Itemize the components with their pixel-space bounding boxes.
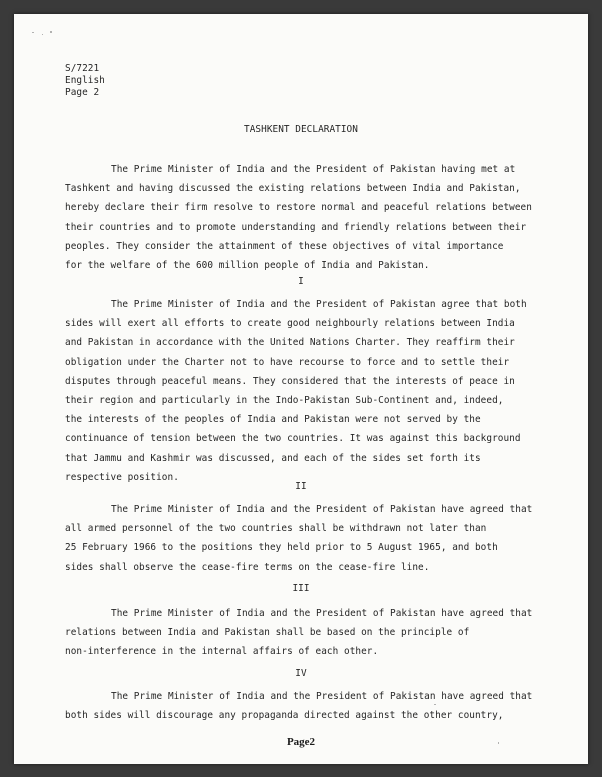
text-line: that Jammu and Kashmir was discussed, and each of the sides set forth its: [65, 452, 481, 464]
text-line: The Prime Minister of India and the President of Pakistan have agreed that: [111, 691, 533, 702]
text-line: hereby declare their firm resolve to restore normal and peaceful relations between: [65, 202, 532, 214]
text-line: respective position.: [65, 471, 179, 483]
text-line: non-interference in the internal affairs of each other.: [65, 646, 379, 658]
text-line: The Prime Minister of India and the President of Pakistan having met at: [111, 164, 516, 175]
page-number-footer: Page2: [286, 736, 316, 748]
text-line: their countries and to promote understanding and friendly relations between their: [65, 221, 527, 233]
doc-language: English: [65, 75, 105, 86]
paragraph-section-3: [65, 604, 545, 662]
text-line: Tashkent and having discussed the existing relations between India and Pakistan,: [65, 183, 521, 195]
document-header: [65, 63, 105, 99]
text-line: peoples. They consider the attainment of these objectives of vital importance: [65, 240, 504, 252]
text-line: sides shall observe the cease-fire terms on the cease-fire line.: [65, 561, 430, 573]
section-number: IV: [295, 668, 307, 679]
text-line: The Prime Minister of India and the President of Pakistan have agreed that: [111, 608, 533, 619]
paragraph-preamble: [65, 160, 545, 275]
text-line: their region and particularly in the Indo-Pakistan Sub-Continent and, indeed,: [65, 394, 504, 406]
paragraph-section-4: [65, 687, 545, 725]
text-line: sides will exert all efforts to create good neighbourly relations between India: [65, 318, 515, 330]
text-line: 25 February 1966 to the positions they held prior to 5 August 1965, and both: [65, 542, 498, 554]
doc-symbol: S/7221: [65, 63, 100, 74]
section-number: II: [295, 481, 307, 492]
text-line: obligation under the Charter not to have recourse to force and to settle their: [65, 356, 510, 368]
doc-page-label: Page 2: [65, 87, 100, 98]
scan-speck: [50, 31, 52, 33]
paragraph-section-1: [65, 295, 545, 487]
scan-speck: [32, 32, 34, 33]
text-line: relations between India and Pakistan shall be based on the principle of: [65, 627, 470, 639]
text-line: The Prime Minister of India and the President of Pakistan agree that both: [111, 299, 527, 310]
paragraph-section-2: [65, 500, 545, 577]
text-line: and Pakistan in accordance with the United Nations Charter. They reaffirm their: [65, 337, 515, 349]
section-number: I: [298, 276, 304, 287]
text-line: for the welfare of the 600 million people of India and Pakistan.: [65, 259, 430, 271]
text-line: both sides will discourage any propaganda directed against the other country,: [65, 710, 504, 722]
text-line: disputes through peaceful means. They considered that the interests of peace in: [65, 375, 515, 387]
text-line: all armed personnel of the two countries shall be withdrawn not later than: [65, 523, 487, 535]
section-number: III: [292, 583, 310, 594]
text-line: the interests of the peoples of India and Pakistan were not served by the: [65, 414, 481, 426]
text-line: The Prime Minister of India and the President of Pakistan have agreed that: [111, 504, 533, 515]
document-title: TASHKENT DECLARATION: [244, 124, 358, 135]
scan-speck: [42, 34, 43, 35]
text-line: continuance of tension between the two countries. It was against this background: [65, 433, 521, 445]
document-page: [14, 14, 588, 764]
